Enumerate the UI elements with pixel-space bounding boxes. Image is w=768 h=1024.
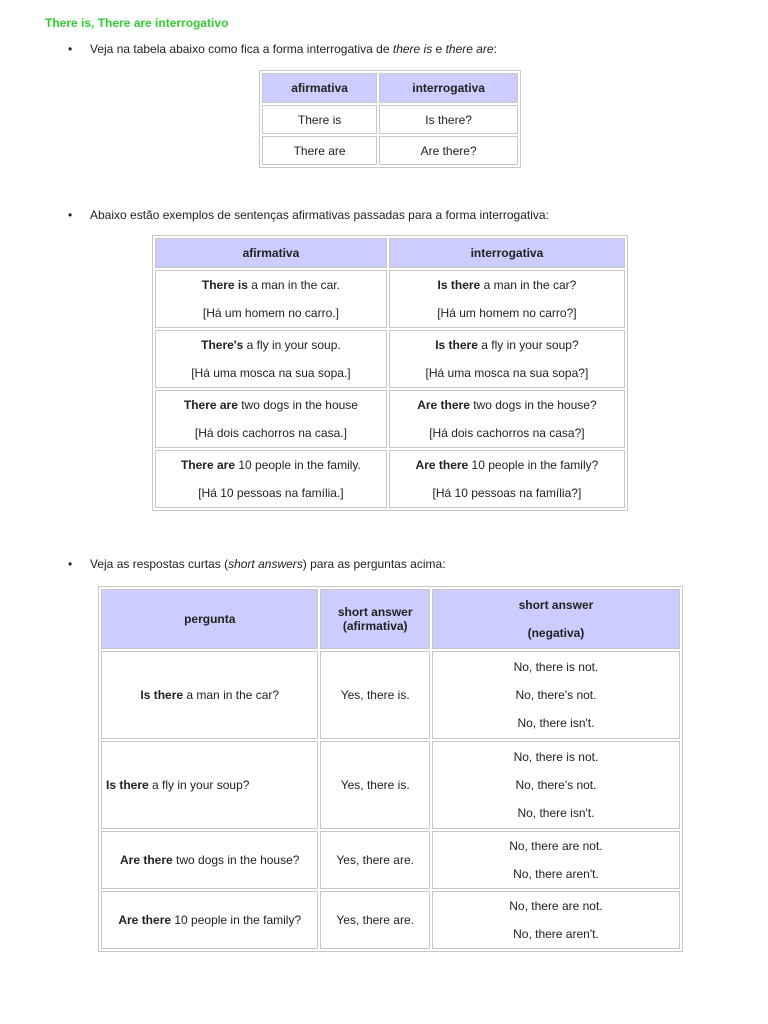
bullet-text: Veja na tabela abaixo como fica a forma interrogativa de there is e there are: — [90, 42, 497, 56]
bullet-text: Abaixo estão exemplos de sentenças afirmativas passadas para a forma interrogativa: — [90, 208, 549, 222]
table-cell: Is there a man in the car? — [101, 651, 318, 739]
table-cell: Are there 10 people in the family? [Há 10 pessoas na família?] — [389, 450, 625, 508]
table-row — [155, 330, 625, 388]
table-header: pergunta — [101, 589, 318, 649]
table-cell: Are there two dogs in the house? — [101, 831, 318, 889]
table-header: afirmativa — [155, 238, 387, 268]
table-basic-forms — [259, 70, 521, 168]
table-examples — [152, 235, 628, 511]
table-row — [101, 891, 680, 949]
table-cell: Yes, there is. — [320, 651, 429, 739]
bullet-icon: • — [68, 42, 73, 56]
table-cell: Are there two dogs in the house? [Há dois cachorros na casa?] — [389, 390, 625, 448]
table-row — [155, 270, 625, 328]
table-cell: Is there a fly in your soup? [Há uma mosca na sua sopa?] — [389, 330, 625, 388]
table-cell: There are 10 people in the family. [Há 10 pessoas na família.] — [155, 450, 387, 508]
page-title: There is, There are interrogativo — [45, 16, 229, 30]
table-cell: Are there? — [379, 136, 518, 165]
table-cell: Is there a fly in your soup? — [101, 741, 318, 829]
table-cell: There are — [262, 136, 377, 165]
table-cell: Yes, there are. — [320, 831, 429, 889]
table-row — [155, 450, 625, 508]
table-cell: No, there are not. No, there aren't. — [432, 831, 680, 889]
bullet-text: Veja as respostas curtas (short answers) para as perguntas acima: — [90, 557, 446, 571]
table-cell: There is a man in the car. [Há um homem no carro.] — [155, 270, 387, 328]
table-short-answers — [98, 586, 683, 952]
table-header: short answer (afirmativa) — [320, 589, 429, 649]
table-cell: Are there 10 people in the family? — [101, 891, 318, 949]
table-cell: Is there? — [379, 105, 518, 134]
table-cell: There are two dogs in the house [Há dois cachorros na casa.] — [155, 390, 387, 448]
bullet-icon: • — [68, 208, 73, 222]
table-row — [101, 741, 680, 829]
bullet-icon: • — [68, 557, 73, 571]
table-header: short answer (negativa) — [432, 589, 680, 649]
table-cell: Is there a man in the car? [Há um homem no carro?] — [389, 270, 625, 328]
table-header: afirmativa — [262, 73, 377, 103]
table-cell: Yes, there are. — [320, 891, 429, 949]
table-row — [155, 390, 625, 448]
table-row — [101, 831, 680, 889]
table-header: interrogativa — [389, 238, 625, 268]
table-cell: Yes, there is. — [320, 741, 429, 829]
table-cell: There's a fly in your soup. [Há uma mosca na sua sopa.] — [155, 330, 387, 388]
table-cell: There is — [262, 105, 377, 134]
table-cell: No, there is not. No, there's not. No, there isn't. — [432, 651, 680, 739]
table-row — [101, 651, 680, 739]
table-cell: No, there are not. No, there aren't. — [432, 891, 680, 949]
table-header: interrogativa — [379, 73, 518, 103]
table-cell: No, there is not. No, there's not. No, there isn't. — [432, 741, 680, 829]
